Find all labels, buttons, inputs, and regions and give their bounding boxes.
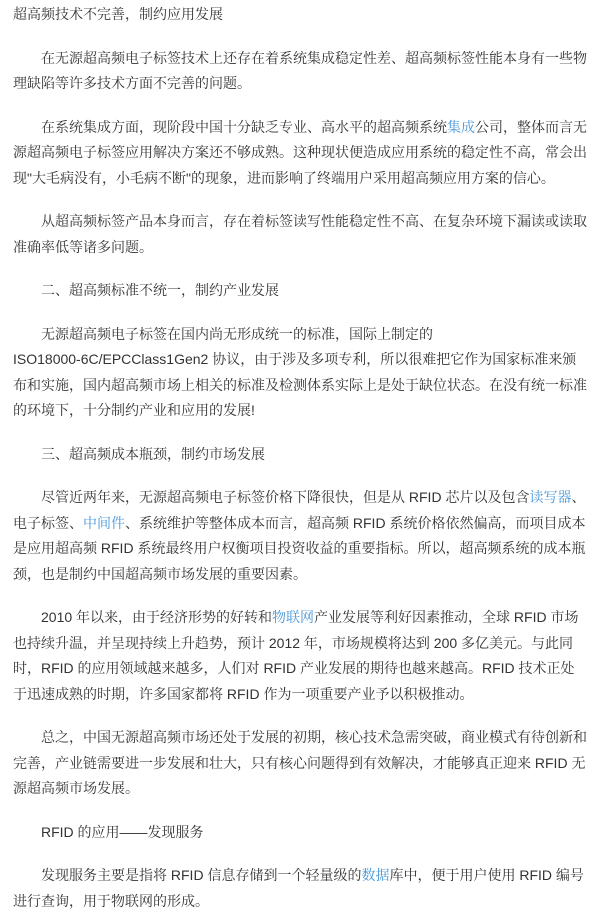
text-run: 无源超高频电子标签在国内尚无形成统一的标准，国际上制定的 (41, 325, 433, 342)
paragraph (13, 209, 587, 260)
text-run: 、电子标签、 (13, 489, 586, 531)
paragraph (13, 725, 587, 802)
text-run: 总之，中国无源超高频市场还处于发展的初期，核心技术急需突破，商业模式有待创新和完善，产业链需要进一步发展和壮大，只有核心问题得到有效解决，才能够真正迎来 RFID 无源超高频市场发展。 (13, 729, 587, 796)
page-title (13, 2, 587, 28)
text-run: 在无源超高频电子标签技术上还存在着系统集成稳定性差、超高频标签性能本身有一些物理缺陷等许多技术方面不完善的问题。 (13, 49, 587, 91)
inline-link[interactable]: 集成 (447, 118, 475, 135)
text-run: 、系统维护等整体成本而言，超高频 RFID 系统价格依然偏高，而项目成本是应用超高频 RFID 系统最终用户权衡项目投资收益的重要指标。所以，超高频系统的成本瓶颈，也是制约中国超高频市场发展的重要因素。 (13, 514, 586, 582)
paragraph (13, 605, 587, 707)
text-run: 2010 年以来，由于经济形势的好转和 (41, 609, 273, 625)
paragraph (13, 46, 587, 97)
inline-link[interactable]: 读写器 (529, 489, 572, 505)
text-run: 公司，整体而言无源超高频电子标签应用解决方案还不够成熟。这种现状便造成应用系统的稳定性不高，常会出现"大毛病没有，小毛病不断"的现象，进而影响了终端用户采用超高频应用方案的信心。 (13, 118, 587, 186)
paragraph (13, 485, 587, 587)
text-run: 从超高频标签产品本身而言，存在着标签读写性能稳定性不高、在复杂环境下漏读或读取准确率低等诸多问题。 (13, 213, 587, 255)
inline-link[interactable]: 数据 (361, 867, 390, 883)
text-run: 二、超高频标准不统一，制约产业发展 (41, 282, 279, 298)
text-run: 超高频技术不完善，制约应用发展 (13, 6, 223, 22)
paragraph (13, 863, 587, 914)
section-heading (13, 820, 587, 846)
text-run: 库中，便于用户使用 RFID 编号进行查询，用于物联网的形成。 (13, 867, 584, 909)
section-heading (13, 278, 587, 304)
text-run: RFID 的应用——发现服务 (41, 823, 204, 840)
text-run: 产业发展等利好因素推动，全球 RFID 市场也持续升温，并呈现持续上升趋势，预计 2012 年，市场规模将达到 200 多亿美元。与此同时，RFID 的应用领域越来越多，人们对 RFID 产业发展的期待也越来越高。RFID 技术正处于迅速成熟的时期，许多国家都将 RFID 作为一项重要产业予以积极推动。 (13, 609, 579, 702)
text-run: 尽管近两年来，无源超高频电子标签价格下降很快，但是从 RFID 芯片以及包含 (41, 489, 530, 505)
inline-link[interactable]: 中间件 (83, 514, 125, 531)
paragraph (13, 115, 587, 192)
section-heading (13, 442, 587, 468)
text-run: ISO18000-6C/EPCClass1Gen2 协议，由于涉及多项专利，所以很难把它作为国家标准来颁布和实施，国内超高频市场上相关的标准及检测体系实际上是处于缺位状态。在没有统一标准的环境下，十分制约产业和应用的发展! (13, 351, 587, 418)
text-run: 在系统集成方面，现阶段中国十分缺乏专业、高水平的超高频系统 (41, 118, 447, 135)
text-run: 发现服务主要是指将 RFID 信息存储到一个轻量级的 (41, 867, 362, 883)
paragraph (13, 322, 587, 424)
text-run: 三、超高频成本瓶颈，制约市场发展 (41, 445, 265, 462)
inline-link[interactable]: 物联网 (272, 609, 315, 625)
